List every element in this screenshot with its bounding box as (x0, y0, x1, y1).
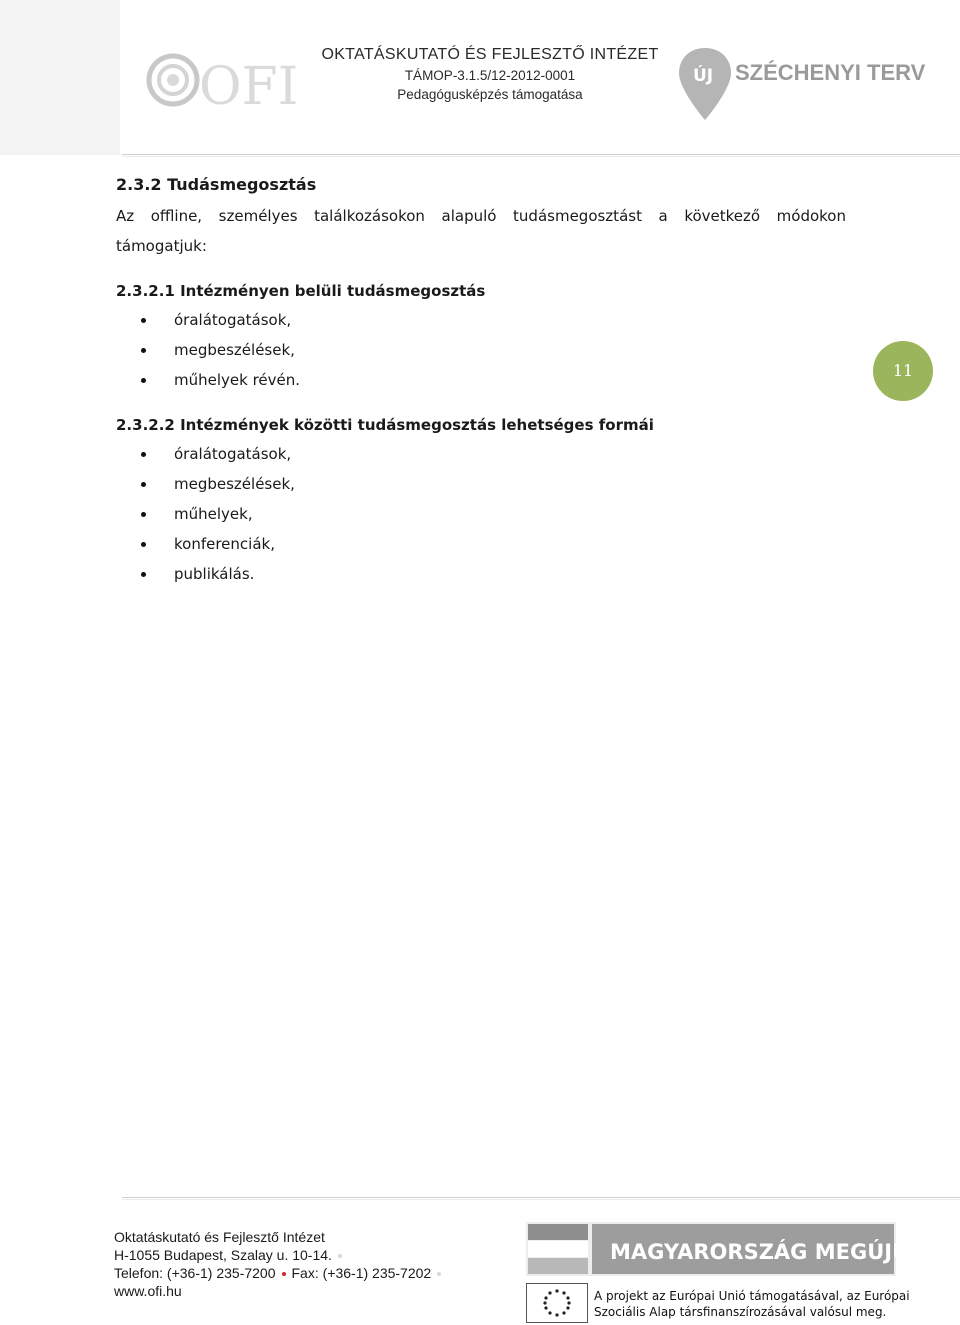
subsection-title: 2.3.2.1 Intézményen belüli tudásmegosztás (116, 282, 486, 300)
list-item: megbeszélések, (116, 335, 846, 365)
list-item: megbeszélések, (116, 469, 846, 499)
footer-phone: Telefon: (+36-1) 235-7200 (114, 1265, 276, 1281)
separator-dot-icon (282, 1272, 286, 1276)
ofi-logo-text: OFI (199, 57, 299, 117)
footer-web[interactable]: www.ofi.hu (114, 1283, 182, 1299)
header-title-block (290, 44, 690, 104)
header-divider (122, 154, 960, 155)
bullet-list (116, 305, 846, 395)
footer-divider (122, 1197, 960, 1198)
list-item: óralátogatások, (116, 439, 846, 469)
list-item: műhelyek, (116, 499, 846, 529)
list-item: műhelyek révén. (116, 365, 846, 395)
svg-text:ÚJ: ÚJ (693, 66, 714, 86)
eu-note-line: Szociális Alap társfinanszírozásával valósul meg. (594, 1305, 887, 1319)
footer-org: Oktatáskutató és Fejlesztő Intézet (114, 1229, 325, 1245)
footer-address-line (114, 1246, 447, 1264)
footer-fax: Fax: (+36-1) 235-7202 (291, 1265, 432, 1281)
eu-note-line: A projekt az Európai Unió támogatásával, az Európai (594, 1289, 910, 1303)
bullet-list (116, 439, 846, 589)
list-item: konferenciák, (116, 529, 846, 559)
footer-contact (114, 1228, 447, 1300)
svg-text:SZÉCHENYI TERV: SZÉCHENYI TERV (735, 60, 926, 85)
subsection-title: 2.3.2.2 Intézmények közötti tudásmegosztás lehetséges formái (116, 416, 654, 434)
page-content (116, 173, 846, 589)
footer-address: H-1055 Budapest, Szalay u. 10-14. (114, 1247, 332, 1263)
header-side-panel (0, 0, 120, 155)
section-title: 2.3.2 Tudásmegosztás (116, 175, 317, 194)
header-org: OKTATÁSKUTATÓ ÉS FEJLESZTŐ INTÉZET (321, 46, 659, 63)
section-intro: Az offline, személyes találkozásokon alapuló tudásmegosztást a következő módokon támogatjuk: (116, 207, 846, 255)
szechenyi-terv-logo (675, 44, 925, 124)
eu-funding-note (594, 1288, 910, 1320)
ofi-logo (145, 46, 299, 117)
header-project-name: Pedagógusképzés támogatása (397, 87, 583, 102)
header-project-code: TÁMOP-3.1.5/12-2012-0001 (404, 68, 576, 83)
eu-flag-icon (526, 1283, 588, 1323)
page-number-badge: 11 (873, 341, 933, 401)
list-item: óralátogatások, (116, 305, 846, 335)
footer-phone-line (114, 1264, 447, 1282)
banner-text: MAGYARORSZÁG MEGÚJUL (610, 1240, 923, 1264)
separator-dot-icon (338, 1254, 342, 1258)
separator-dot-icon (437, 1272, 441, 1276)
list-item: publikálás. (116, 559, 846, 589)
magyarorszag-megujul-banner (526, 1222, 923, 1276)
